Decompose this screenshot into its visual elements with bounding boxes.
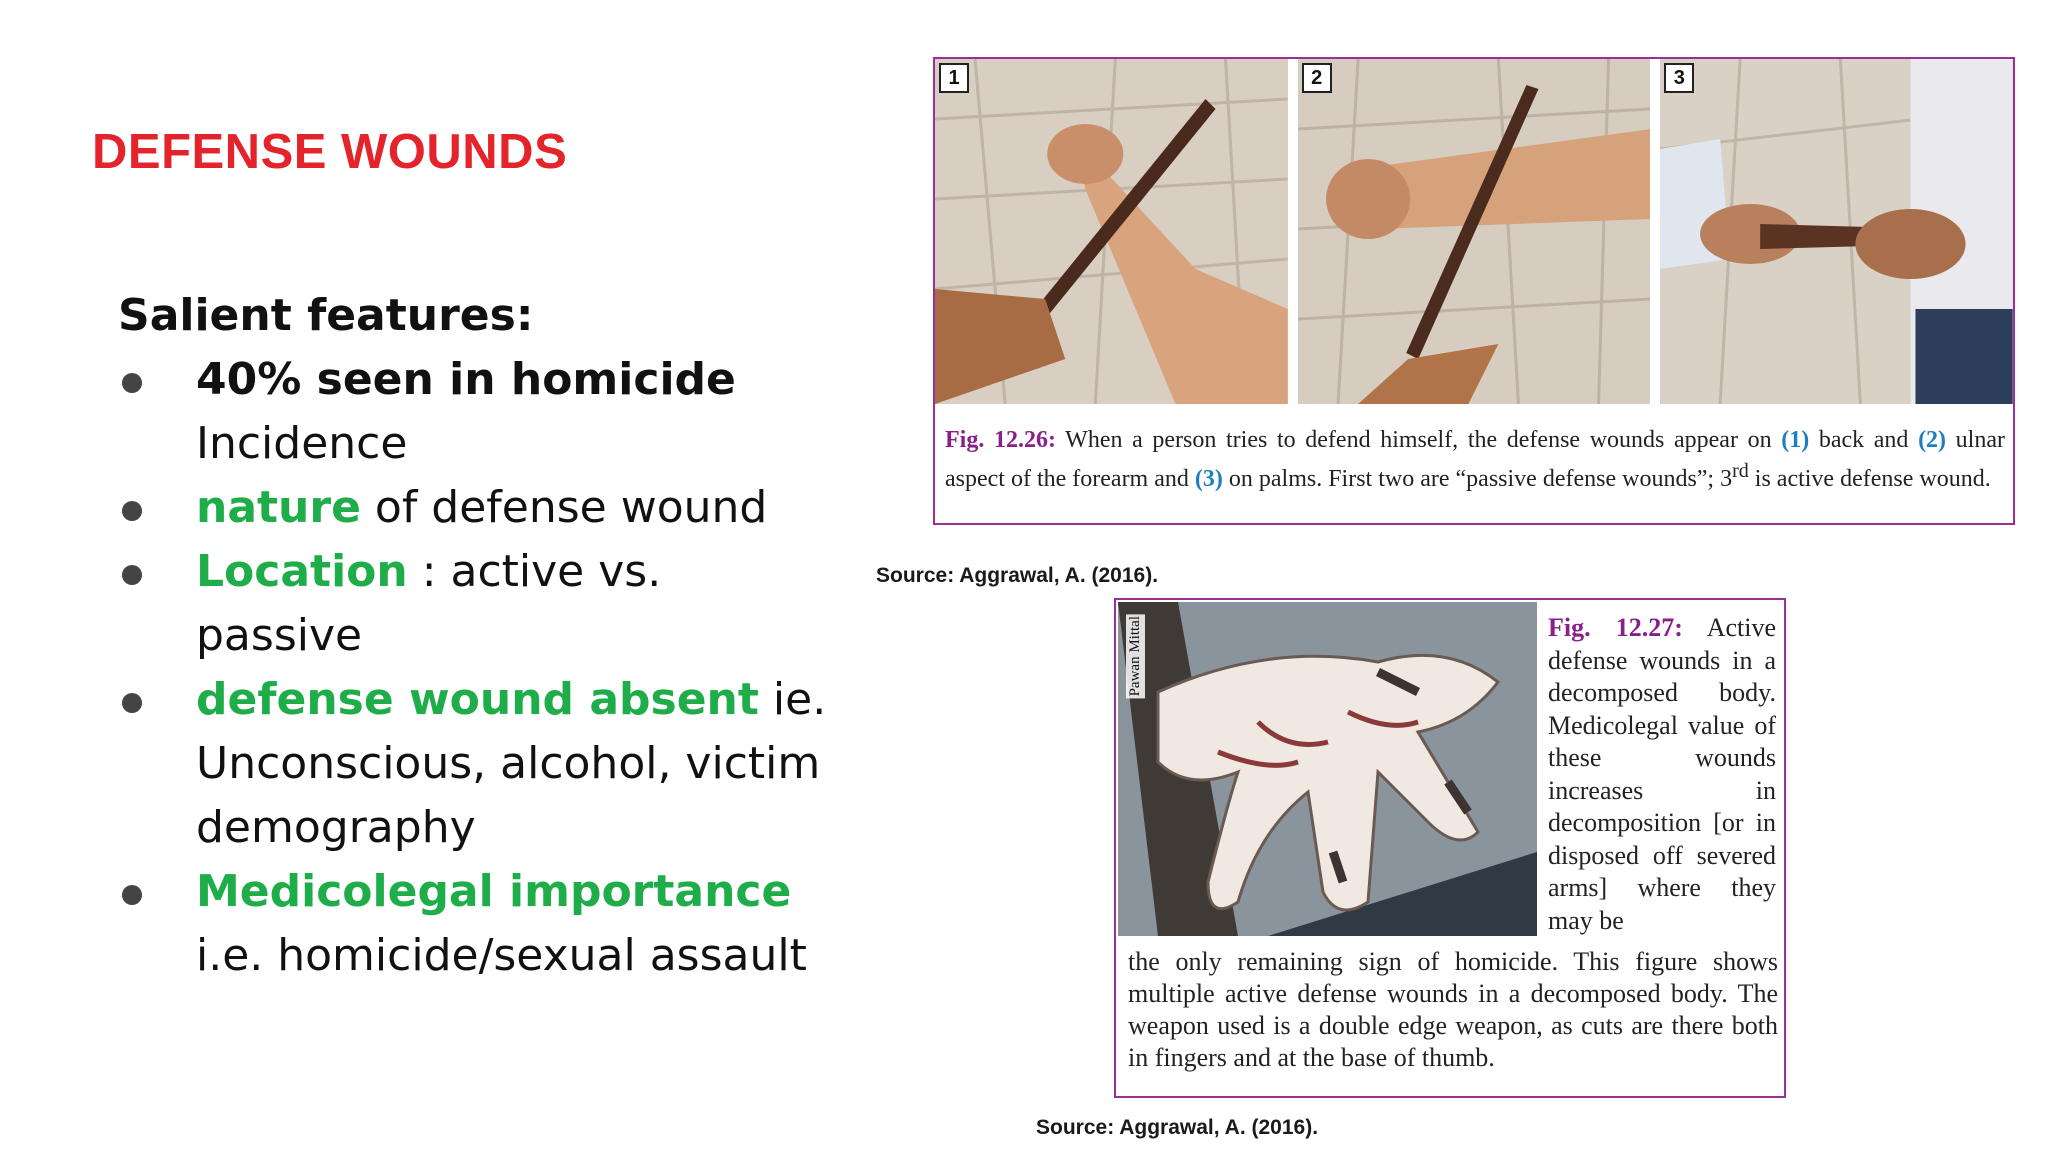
slide-title: DEFENSE WOUNDS [92,125,568,179]
figure-1-caption [945,425,2005,495]
source-citation: Source: Aggrawal, A. (2016). [1036,1116,1319,1139]
bullet-text: i.e. homicide/sexual assault [196,930,807,981]
bullet-lead: Medicolegal importance [196,866,792,917]
list-item [118,540,838,668]
figure-2-caption-side [1548,612,1776,937]
photo-credit: Pawan Mittal [1127,616,1143,697]
bullet-icon [122,501,142,521]
features-list [118,348,838,988]
caption-text: is active defense wound. [1748,466,1991,492]
figure-label: Fig. 12.27: [1548,613,1683,642]
bullet-icon [122,885,142,905]
figure-ref: (2) [1918,427,1947,453]
forearm-ulnar-photo [1298,59,1651,404]
list-item [118,348,838,476]
bullet-lead: nature [196,482,361,533]
list-item [118,668,838,860]
figure-12-27 [1114,598,1786,1098]
panel-number: 3 [1664,63,1694,93]
list-item [118,476,838,540]
features-block [118,284,838,988]
figure-ref: (3) [1194,466,1223,492]
bullet-lead: 40% seen in homicide [196,354,736,405]
panel-number: 1 [939,63,969,93]
figure-2-caption-bottom: the only remaining sign of homicide. This figure shows multiple active defense wounds in a decomposed body. The weapon used is a double edge weapon, as cuts are there both in fingers and at the base of thumb. [1128,947,1778,1072]
palm-defense-photo [1660,59,2013,404]
decomposed-hand-photo [1118,602,1537,936]
panel-number: 2 [1302,63,1332,93]
figure-12-26 [933,57,2015,525]
caption-text: back and [1809,427,1919,453]
forearm-defense-photo [935,59,1288,404]
bullet-icon [122,565,142,585]
photo-panel-3 [1660,59,2013,404]
figure-ref: (1) [1781,427,1810,453]
photo-panel-1 [935,59,1288,404]
features-heading: Salient features: [118,290,534,341]
caption-text: Active defense wounds in a decomposed body. Medicolegal value of these wounds increases in decomposition [or in disposed off severed arms] where they may be [1548,613,1777,935]
bullet-text: ie. Unconscious, alcohol, victim demography [196,674,827,853]
bullet-icon [122,373,142,393]
photo-panel-2 [1298,59,1651,404]
caption-text: on palms. First two are “passive defense wounds”; 3 [1222,466,1733,492]
source-citation: Source: Aggrawal, A. (2016). [876,564,1159,587]
bullet-lead: Location [196,546,408,597]
bullet-text: : active vs. passive [196,546,662,661]
figure-panels [935,59,2013,404]
list-item [118,860,838,988]
caption-text: When a person tries to defend himself, the defense wounds appear on [1055,427,1782,453]
bullet-lead: defense wound absent [196,674,759,725]
bullet-text: Incidence [196,418,408,469]
figure-label: Fig. 12.26: [945,427,1056,453]
hand-photo-image [1118,602,1537,936]
bullet-text: of defense wound [360,482,768,533]
bullet-icon [122,693,142,713]
superscript: rd [1732,460,1749,482]
caption-text: ulnar aspect of the forearm and [945,427,2005,492]
